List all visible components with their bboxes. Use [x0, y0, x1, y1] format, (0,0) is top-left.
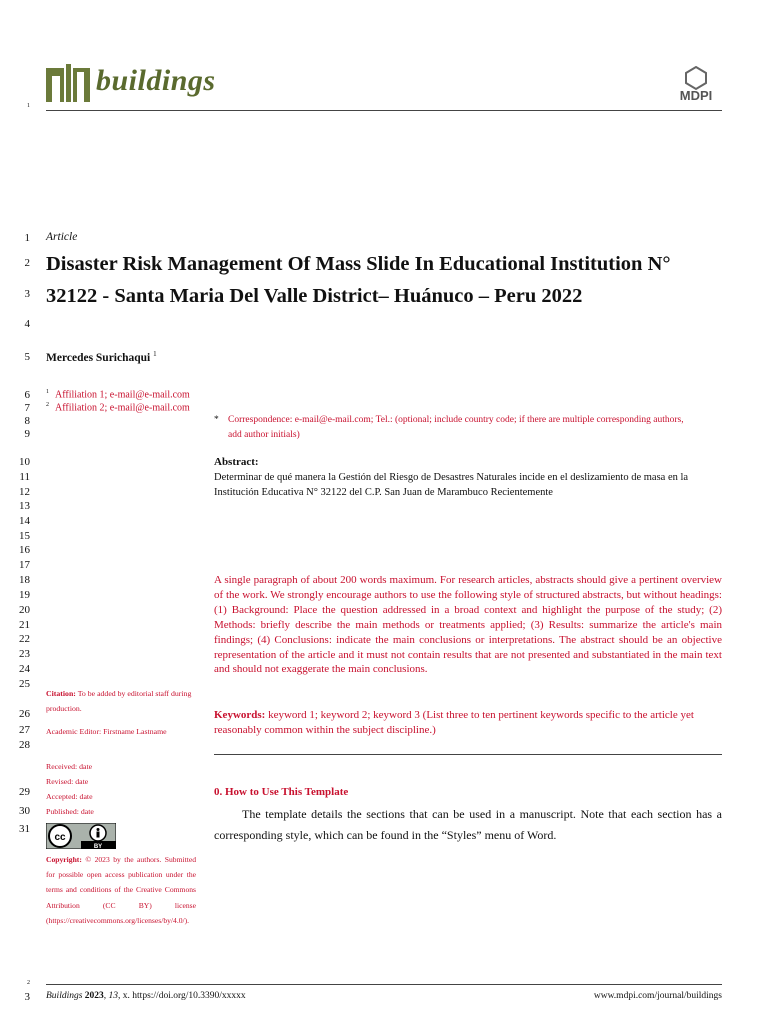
section-heading: 0. How to Use This Template	[214, 786, 349, 798]
line-number: 23	[19, 648, 30, 660]
academic-editor: Academic Editor: Firstname Lastname	[46, 727, 167, 736]
line-number: 17	[19, 559, 30, 571]
line-number: 15	[19, 530, 30, 542]
line-number: 6	[24, 389, 30, 401]
correspondence-text: Correspondence: e-mail@e-mail.com; Tel.: (optional; include country code; if there are multiple corresponding authors, add author initials)	[228, 415, 684, 440]
footer-journal-url[interactable]: www.mdpi.com/journal/buildings	[593, 991, 722, 1001]
line-number: 9	[24, 428, 30, 440]
footer-citation: Buildings 2023, 13, x. https://doi.org/10.3390/xxxxx	[46, 991, 246, 1001]
mdpi-logo	[668, 66, 724, 104]
correspondence	[214, 413, 684, 443]
author-sup: 1	[153, 350, 157, 358]
line-number: 7	[24, 402, 30, 414]
line-number: 24	[19, 663, 30, 675]
citation-label: Citation:	[46, 689, 76, 698]
header-rule	[46, 110, 722, 111]
accepted-date: Accepted: date	[46, 792, 93, 801]
copyright-text: © 2023 by the authors. Submitted for possible open access publication under the terms and conditions of the Creative Commons Attribution (CC BY) license (https://creativecommons.org/licenses/by/4.0/).	[46, 855, 197, 925]
cc-by-license-icon[interactable]	[46, 823, 116, 849]
mdpi-wordmark: MDPI	[679, 88, 713, 103]
line-number: 30	[19, 805, 30, 817]
footer-journal: Buildings	[46, 991, 83, 1001]
citation	[46, 686, 196, 716]
line-number: 31	[19, 823, 30, 835]
section-body: The template details the sections that can be used in a manuscript. Note that each section has a corresponding style, which can be found in the “Styles” menu of Word.	[214, 807, 722, 842]
line-number: 10	[19, 456, 30, 468]
copyright-label: Copyright:	[46, 855, 82, 864]
citation-text: To be added by editorial staff during production.	[46, 689, 192, 713]
footer-doi[interactable]: , x. https://doi.org/10.3390/xxxxx	[118, 991, 246, 1001]
article-title: Disaster Risk Management Of Mass Slide In Educational Institution N° 32122 - Santa Maria Del Valle District– Huánuco – Peru 2022	[46, 253, 671, 307]
line-number: 3	[24, 288, 30, 300]
journal-name: buildings	[96, 64, 216, 97]
cc-by-label: BY	[93, 844, 103, 849]
line-number: 28	[19, 739, 30, 751]
author	[46, 350, 157, 364]
section-divider	[214, 754, 722, 755]
header-line-number: 1	[27, 103, 30, 109]
line-number: 20	[19, 604, 30, 616]
keywords	[214, 708, 722, 738]
line-number: 21	[19, 619, 30, 631]
article-type: Article	[46, 231, 78, 243]
footer-volume: 13	[108, 991, 119, 1001]
line-number: 16	[19, 544, 30, 556]
abstract-text: Determinar de qué manera la Gestión del Riesgo de Desastres Naturales incide en el deslizamiento de masa en la Institución Educativa N° 32122 del C.P. San Juan de Marambuco Recientemente	[214, 472, 689, 498]
line-number: 14	[19, 515, 30, 527]
correspondence-star: *	[214, 415, 219, 425]
line-number: 4	[24, 318, 30, 330]
author-name: Mercedes Surichaqui	[46, 351, 151, 364]
line-number: 29	[19, 786, 30, 798]
published-date: Published: date	[46, 807, 94, 816]
keywords-label: Keywords:	[214, 709, 266, 721]
line-number: 12	[19, 486, 30, 498]
buildings-logo-icon	[46, 62, 90, 102]
svg-text:cc: cc	[54, 832, 66, 843]
line-number: 2	[24, 257, 30, 269]
line-number: 11	[19, 471, 30, 483]
template-abstract-paragraph: A single paragraph of about 200 words maximum. For research articles, abstracts should give a pertinent overview of the work. We strongly encourage authors to use the following style of structured abstracts, but without headings: (1) Background: Place the question addressed in a broad context and highlight the purpose of the study; (2) Methods: briefly describe the main methods or treatments applied; (3) Results: summarize the article's main findings; (4) Conclusions: indicate the main conclusions or interpretations. The abstract should be an objective representation of the article and it must not contain results that are not presented and substantiated in the main text and should not exaggerate the main conclusions.	[214, 574, 722, 676]
footer-line-number: 3	[24, 991, 30, 1003]
keywords-text: keyword 1; keyword 2; keyword 3 (List three to ten pertinent keywords specific to the article yet reasonably common within the subject discipline.)	[214, 709, 694, 736]
received-date: Received: date	[46, 762, 93, 771]
line-number: 13	[19, 500, 30, 512]
line-number: 1	[24, 232, 30, 244]
line-number: 18	[19, 574, 30, 586]
footer-small-mark: 2	[27, 980, 30, 986]
affiliation-2: $^2$ Affiliation 2; e-mail@e-mail.com	[46, 402, 190, 414]
copyright	[46, 852, 196, 928]
revised-date: Revised: date	[46, 777, 89, 786]
line-number: 26	[19, 708, 30, 720]
footer-rule	[46, 984, 722, 985]
affiliation-1: $^1$ Affiliation 1; e-mail@e-mail.com	[46, 389, 190, 401]
line-number: 25	[19, 678, 30, 690]
line-number: 19	[19, 589, 30, 601]
abstract-heading: Abstract:	[214, 456, 259, 468]
line-number: 5	[24, 351, 30, 363]
line-number: 27	[19, 724, 30, 736]
footer-year: 2023	[84, 991, 104, 1001]
line-number: 22	[19, 633, 30, 645]
line-number: 8	[24, 415, 30, 427]
